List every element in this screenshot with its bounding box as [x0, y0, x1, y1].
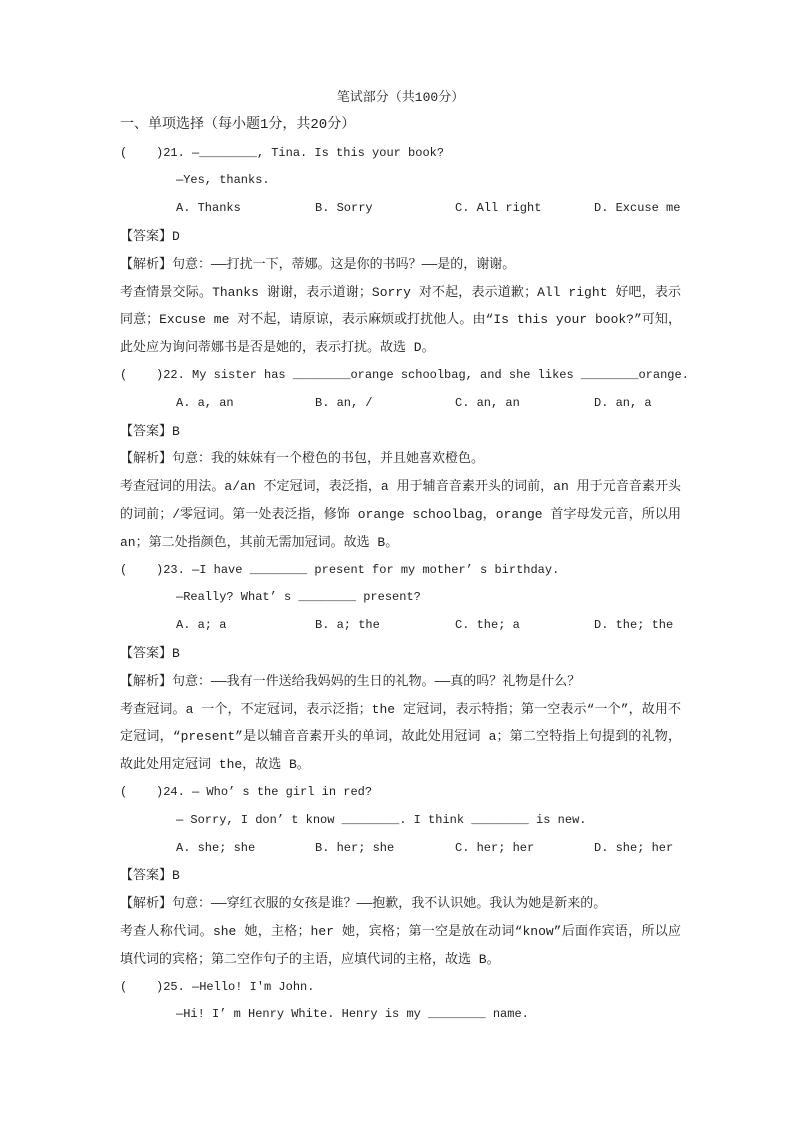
- question-stem-continuation: —Really? What’ s ________ present?: [176, 590, 421, 605]
- option-c: C. All right: [455, 201, 542, 216]
- explanation-meaning: 【解析】句意：——我有一件送给我妈妈的生日的礼物。——真的吗？礼物是什么？: [120, 673, 581, 689]
- options-row: [176, 835, 681, 863]
- answer-line: 【答案】B: [120, 645, 180, 661]
- question-stem-continuation: —Yes, thanks.: [176, 173, 270, 188]
- option-b: B. Sorry: [315, 201, 373, 216]
- explanation-meaning: 【解析】句意：我的妹妹有一个橙色的书包，并且她喜欢橙色。: [120, 451, 485, 467]
- explanation-meaning: 【解析】句意：——打扰一下，蒂娜。这是你的书吗？——是的，谢谢。: [120, 256, 516, 272]
- option-d: D. the; the: [594, 618, 674, 633]
- question-stem-continuation: — Sorry, I don’ t know ________. I think ________ is new.: [176, 812, 587, 827]
- explanation-meaning: 【解析】句意：——穿红衣服的女孩是谁？——抱歉，我不认识她。我认为她是新来的。: [120, 896, 607, 912]
- option-b: B. a; the: [315, 618, 380, 633]
- options-row: [176, 612, 681, 640]
- question-stem: ( )25. —Hello! I'm John.: [120, 979, 315, 994]
- explanation-analysis: 考查情景交际。Thanks 谢谢，表示道谢；Sorry 对不起，表示道歉；All right 好吧，表示同意；Excuse me 对不起，请原谅，表示麻烦或打扰他人。由“Is this your book?”可知，此处应为询问蒂娜书是否是她的，表示打扰。故选 D。: [120, 284, 681, 356]
- option-b: B. an, /: [315, 395, 373, 410]
- question-stem: ( )22. My sister has ________orange schoolbag, and she likes ________orange.: [120, 367, 689, 382]
- question-25: [120, 974, 681, 1030]
- answer-line: 【答案】D: [120, 228, 180, 244]
- question-22: [120, 362, 689, 557]
- options-row: [176, 390, 681, 418]
- option-a: A. a, an: [176, 395, 234, 410]
- option-a: A. a; a: [176, 618, 227, 633]
- explanation-analysis: 考查冠词的用法。a/an 不定冠词，表泛指，a 用于辅音音素开头的词前，an 用于元音音素开头的词前；/零冠词。第一处表泛指，修饰 orange schoolbag，orange 首字母发元音，所以用 an；第二处指颜色，其前无需加冠词。故选 B。: [120, 479, 681, 550]
- option-d: D. Excuse me: [594, 201, 681, 216]
- question-stem-continuation: —Hi! I’ m Henry White. Henry is my ________ name.: [176, 1007, 529, 1022]
- question-stem: ( )21. —________, Tina. Is this your book?: [120, 145, 445, 160]
- answer-line: 【答案】B: [120, 423, 180, 439]
- option-d: D. she; her: [594, 840, 674, 855]
- question-24: [120, 779, 681, 974]
- options-row: [176, 195, 681, 223]
- explanation-analysis: 考查人称代词。she 她，主格；her 她，宾格；第一空是放在动词“know”后面作宾语，所以应填代词的宾格；第二空作句子的主语，应填代词的主格，故选 B。: [120, 923, 681, 967]
- option-d: D. an, a: [594, 395, 652, 410]
- explanation-analysis: 考查冠词。a 一个，不定冠词，表示泛指；the 定冠词，表示特指；第一空表示“一个”，故用不定冠词，“present”是以辅音音素开头的单词，故此处用冠词 a；第二空特指上句提到的礼物，故此处用定冠词 the，故选 B。: [120, 701, 681, 773]
- question-23: [120, 557, 681, 779]
- answer-line: 【答案】B: [120, 868, 180, 884]
- option-b: B. her; she: [315, 840, 395, 855]
- option-c: C. the; a: [455, 618, 520, 633]
- option-a: A. Thanks: [176, 201, 241, 216]
- page-title: 笔试部分（共100分）: [336, 90, 465, 105]
- option-c: C. an, an: [455, 395, 520, 410]
- section-heading: 一、单项选择（每小题1分，共20分）: [120, 116, 356, 133]
- question-stem: ( )24. — Who’ s the girl in red?: [120, 784, 373, 799]
- question-stem: ( )23. —I have ________ present for my mother’ s birthday.: [120, 562, 560, 577]
- question-21: [120, 140, 681, 362]
- option-a: A. she; she: [176, 840, 256, 855]
- option-c: C. her; her: [455, 840, 535, 855]
